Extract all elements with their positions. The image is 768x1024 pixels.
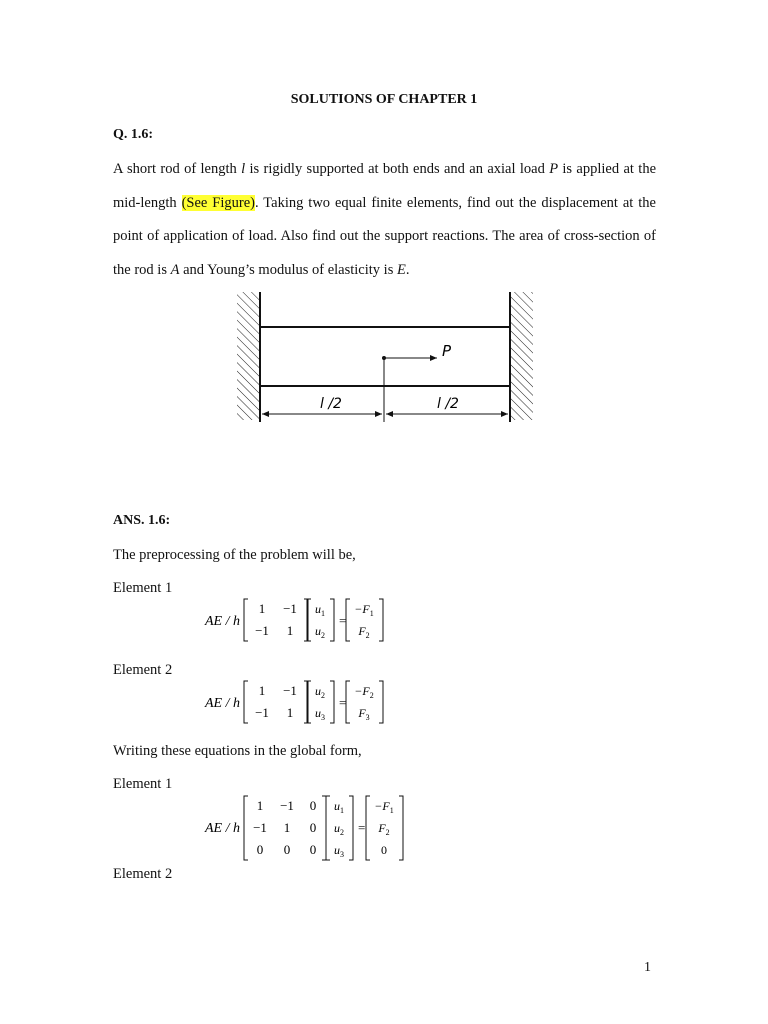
question-text-part: and Young’s modulus of elasticity is bbox=[179, 261, 397, 278]
eq-prefix: AE / h bbox=[205, 696, 240, 711]
equation-element-2 bbox=[200, 678, 400, 726]
rod-figure bbox=[232, 290, 537, 430]
question-text-part: . Taking two equal finite elements, find out the displacement at the point of application of load. Also find out the support reactions. The area of cross-section of the rod is bbox=[113, 194, 656, 278]
var-p: P bbox=[549, 161, 559, 177]
matrix-cell: −1 bbox=[253, 820, 267, 835]
matrix-brackets bbox=[244, 599, 308, 641]
var-l: l bbox=[241, 161, 246, 177]
page-number: 1 bbox=[644, 960, 651, 975]
matrix-cell: 0 bbox=[309, 842, 317, 857]
load-label: P bbox=[442, 342, 452, 360]
equals-sign: = bbox=[339, 613, 347, 628]
element-2-global-heading: Element 2 bbox=[113, 866, 173, 882]
vector-cell: $F_2$ bbox=[378, 821, 390, 837]
eq-prefix: AE / h bbox=[205, 614, 240, 629]
answer-intro: The preprocessing of the problem will be, bbox=[113, 547, 356, 563]
matrix-cell: 0 bbox=[309, 820, 317, 835]
dim-label-right: l /2 bbox=[437, 396, 459, 412]
matrix-cell: 1 bbox=[258, 601, 266, 616]
equation-element-1 bbox=[200, 596, 400, 644]
equals-sign: = bbox=[339, 695, 347, 710]
element-2-heading: Element 2 bbox=[113, 662, 173, 678]
eq-prefix: AE / h bbox=[205, 821, 240, 836]
var-a: A bbox=[170, 261, 180, 278]
matrix-cell: 1 bbox=[286, 623, 294, 638]
vector-cell: 0 bbox=[381, 843, 387, 857]
question-text bbox=[113, 153, 656, 287]
equals-sign: = bbox=[358, 820, 366, 835]
global-form-text: Writing these equations in the global form, bbox=[113, 743, 362, 759]
element-1-global-heading: Element 1 bbox=[113, 776, 173, 792]
matrix-cell: 1 bbox=[283, 820, 291, 835]
right-wall-hatch bbox=[510, 292, 533, 420]
vector-cell: $u_3$ bbox=[334, 843, 344, 859]
matrix-cell: −1 bbox=[280, 798, 294, 813]
equation-global-element-1 bbox=[200, 793, 420, 863]
vector-cell: $u_1$ bbox=[315, 602, 325, 618]
matrix-cell: 1 bbox=[286, 705, 294, 720]
left-wall-hatch bbox=[237, 292, 260, 420]
matrix-cell: 0 bbox=[256, 842, 264, 857]
matrix-cell: −1 bbox=[283, 601, 297, 616]
matrix-brackets bbox=[244, 681, 308, 723]
matrix-cell: 0 bbox=[309, 798, 317, 813]
matrix-cell: −1 bbox=[255, 705, 269, 720]
answer-label: ANS. 1.6: bbox=[113, 513, 171, 528]
vector-cell: $-F_2$ bbox=[354, 684, 374, 700]
element-1-heading: Element 1 bbox=[113, 580, 173, 596]
matrix-cell: 1 bbox=[258, 683, 266, 698]
vector-cell: $u_2$ bbox=[315, 684, 325, 700]
dim-label-left: l /2 bbox=[320, 396, 342, 412]
vector-cell: $-F_1$ bbox=[374, 799, 394, 815]
vector-cell: $u_1$ bbox=[334, 799, 344, 815]
vector-cell: $F_3$ bbox=[358, 706, 370, 722]
vector-cell: $u_2$ bbox=[334, 821, 344, 837]
matrix-cell: 1 bbox=[256, 798, 264, 813]
matrix-cell: −1 bbox=[283, 683, 297, 698]
page-title: SOLUTIONS OF CHAPTER 1 bbox=[290, 92, 478, 107]
question-text-part: . bbox=[405, 261, 410, 278]
vector-cell: $-F_1$ bbox=[354, 602, 374, 618]
question-text-part: A short rod of length bbox=[113, 161, 242, 177]
var-e: E bbox=[396, 261, 406, 278]
question-text-part: is rigidly supported at both ends and an axial load bbox=[245, 161, 550, 177]
vector-cell: $u_3$ bbox=[315, 706, 325, 722]
matrix-cell: 0 bbox=[283, 842, 291, 857]
matrix-cell: −1 bbox=[255, 623, 269, 638]
vector-cell: $F_2$ bbox=[358, 624, 370, 640]
vector-cell: $u_2$ bbox=[315, 624, 325, 640]
question-text-part: is applied at the mid-length bbox=[113, 161, 657, 211]
question-label: Q. 1.6: bbox=[113, 127, 154, 142]
see-figure-highlight: (See Figure) bbox=[181, 194, 255, 211]
